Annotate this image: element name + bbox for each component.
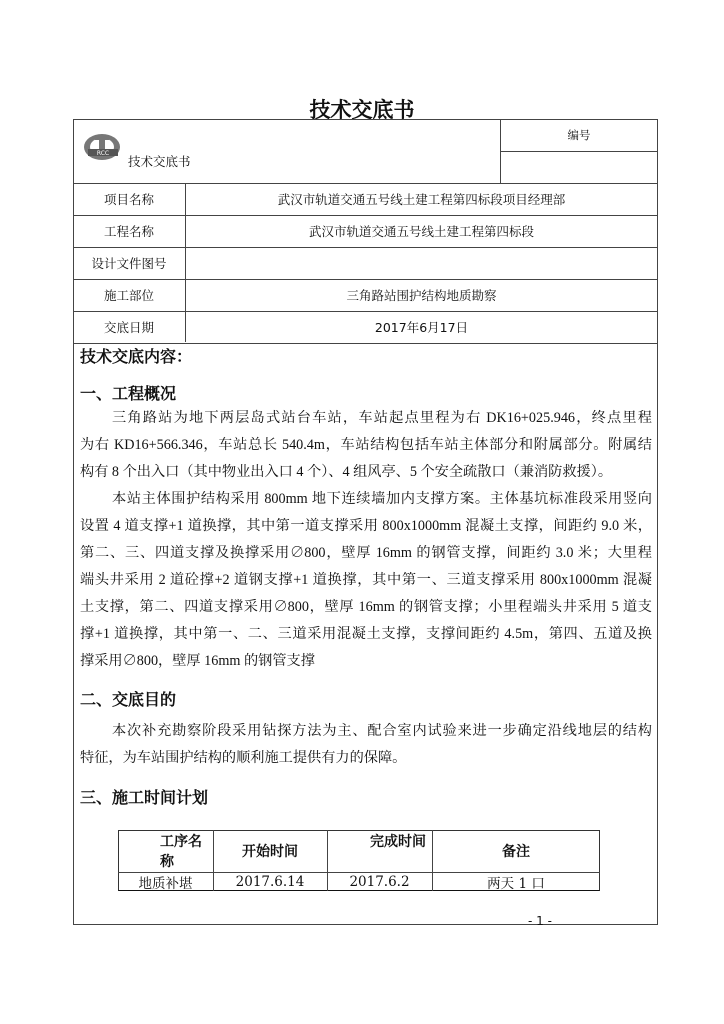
paragraph-line: 设置 4 道支撑+1 道换撑，其中第一道支撑采用 800x1000mm 混凝土支撑，间距约 9.0 米， <box>80 518 652 534</box>
paragraph-line: 第二、三、四道支撑及换撑采用∅800，壁厚 16mm 的钢管支撑，间距约 3.0 米；大里程 <box>80 545 652 561</box>
paragraph-line: 构有 8 个出入口（其中物业出入口 4 个）、4 组风亭、5 个安全疏散口（兼消防救援）。 <box>80 464 613 480</box>
document-title: 技术交底书 <box>309 98 415 122</box>
table-cell: 2017.6.2 <box>349 873 410 890</box>
column-header: 工序名称 <box>160 834 202 870</box>
info-label: 工程名称 <box>103 224 154 239</box>
info-value: 武汉市轨道交通五号线土建工程第四标段项目经理部 <box>277 192 566 207</box>
column-header: 开始时间 <box>242 844 298 860</box>
info-value: 三角路站围护结构地质勘察 <box>346 288 497 303</box>
svg-text:RCC: RCC <box>96 150 110 157</box>
section-heading: 一、工程概况 <box>80 384 177 403</box>
info-label: 施工部位 <box>103 288 154 303</box>
column-header: 备注 <box>502 844 530 860</box>
paragraph-line: 本站主体围护结构采用 800mm 地下连续墙加内支撑方案。主体基坑标准段采用竖向 <box>112 491 652 507</box>
section-heading: 二、交底目的 <box>80 690 177 709</box>
number-value[interactable] <box>500 151 658 183</box>
paragraph-line: 本次补充勘察阶段采用钻探方法为主、配合室内试验来进一步确定沿线地层的结构 <box>112 723 652 739</box>
divider <box>73 343 658 344</box>
paragraph-line: 撑+1 道换撑，其中第一、二、三道采用混凝土支撑，支撑间距约 4.5m，第四、五道及换 <box>80 626 652 642</box>
company-logo <box>82 132 124 162</box>
section-heading: 三、施工时间计划 <box>80 788 209 807</box>
table-cell: 2017.6.14 <box>235 873 305 890</box>
table-cell: 地质补堪 <box>138 875 193 892</box>
info-value <box>185 247 658 279</box>
content-heading: 技术交底内容： <box>80 347 193 366</box>
page-number: - 1 - <box>528 914 552 928</box>
info-label: 项目名称 <box>103 192 154 207</box>
paragraph-line: 撑采用∅800，壁厚 16mm 的钢管支撑 <box>80 653 315 669</box>
paragraph-line: 土支撑，第二、四道支撑采用∅800，壁厚 16mm 的钢管支撑；小里程端头井采用 5 道支 <box>80 599 652 615</box>
number-label: 编号 <box>567 128 591 142</box>
table-cell: 两天 1 口 <box>487 875 545 892</box>
info-value: 2017年6月17日 <box>374 320 469 335</box>
info-label: 交底日期 <box>103 320 154 335</box>
info-label: 设计文件图号 <box>91 256 167 271</box>
paragraph-line: 特征，为车站围护结构的顺利施工提供有力的保障。 <box>80 750 407 766</box>
paragraph-line: 三角路站为地下两层岛式站台车站，车站起点里程为右 DK16+025.946，终点里程 <box>112 410 652 426</box>
column-header: 完成时间 <box>370 834 426 850</box>
paragraph-line: 为右 KD16+566.346，车站总长 540.4m，车站结构包括车站主体部分和附属部分。附属结 <box>80 437 652 453</box>
doc-name: 技术交底书 <box>128 154 191 169</box>
info-value: 武汉市轨道交通五号线土建工程第四标段 <box>308 224 534 239</box>
paragraph-line: 端头井采用 2 道砼撑+2 道钢支撑+1 道换撑，其中第一、三道支撑采用 800x1000mm 混凝 <box>80 572 652 588</box>
